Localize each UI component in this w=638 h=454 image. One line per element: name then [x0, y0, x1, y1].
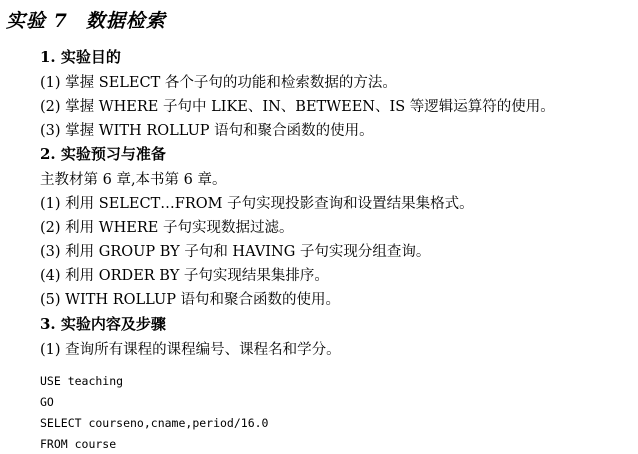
preparation-line-3: (2) 利用 WHERE 子句实现数据过滤。 — [40, 220, 294, 236]
code-line-2: GO — [40, 395, 54, 409]
code-line-4: FROM course — [40, 437, 117, 451]
section-heading-steps: 3. 实验内容及步骤 — [40, 315, 166, 333]
code-line-1: USE teaching — [40, 374, 124, 388]
preparation-line-1: 主教材第 6 章,本书第 6 章。 — [40, 172, 227, 188]
page-title — [6, 6, 166, 33]
code-line-3: SELECT courseno,cname,period/16.0 — [40, 416, 269, 430]
objective-line-2: (2) 掌握 WHERE 子句中 LIKE、IN、BETWEEN、IS 等逻辑运算符的使用。 — [40, 99, 555, 115]
experiment-number: 实验 7 — [6, 10, 68, 32]
objective-line-1: (1) 掌握 SELECT 各个子句的功能和检索数据的方法。 — [40, 75, 397, 91]
preparation-line-6: (5) WITH ROLLUP 语句和聚合函数的使用。 — [40, 292, 341, 308]
section-heading-preparation: 2. 实验预习与准备 — [40, 145, 166, 163]
section-heading-objectives: 1. 实验目的 — [40, 48, 121, 66]
preparation-line-2: (1) 利用 SELECT…FROM 子句实现投影查询和设置结果集格式。 — [40, 196, 474, 212]
preparation-line-4: (3) 利用 GROUP BY 子句和 HAVING 子句实现分组查询。 — [40, 244, 431, 260]
objective-line-3: (3) 掌握 WITH ROLLUP 语句和聚合函数的使用。 — [40, 123, 374, 139]
steps-line-1: (1) 查询所有课程的课程编号、课程名和学分。 — [40, 342, 341, 358]
experiment-title: 数据检索 — [85, 10, 166, 32]
preparation-line-5: (4) 利用 ORDER BY 子句实现结果集排序。 — [40, 268, 329, 284]
